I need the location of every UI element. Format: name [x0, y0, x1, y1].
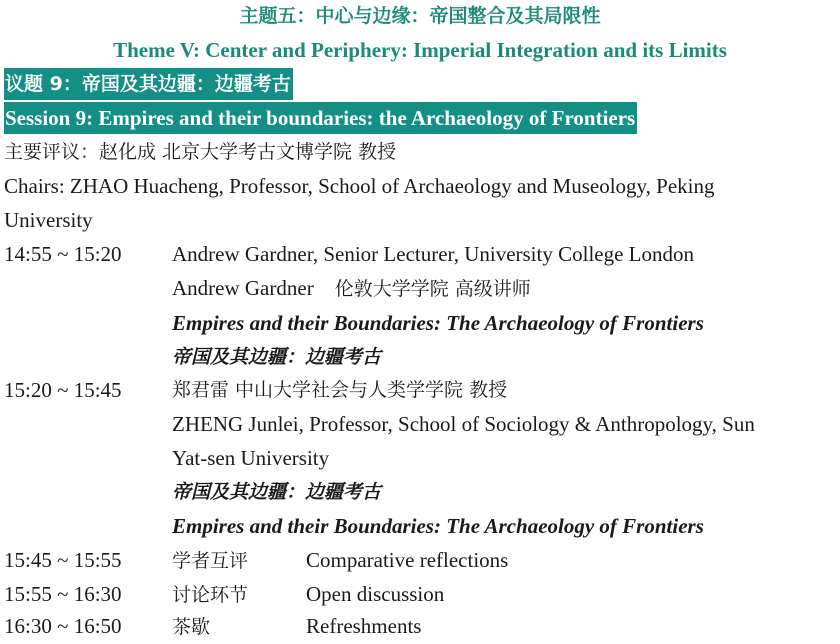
speaker-cn: 郑君雷 中山大学社会与人类学学院 教授: [172, 379, 508, 401]
item-label-cn: 茶歇: [172, 616, 211, 638]
speaker-en-line2: Yat-sen University: [172, 446, 330, 470]
item-time: 16:30 ~ 16:50: [4, 614, 122, 638]
speaker-en-line1: ZHENG Junlei, Professor, School of Sociology & Anthropology, Sun: [172, 412, 755, 436]
speaker-affiliation-cn: 伦敦大学学院 高级讲师: [334, 278, 531, 300]
item-label-cn: 学者互评: [172, 550, 249, 572]
session-title-cn: 议题 9：帝国及其边疆：边疆考古: [4, 68, 293, 100]
chairs-en-line2: University: [4, 208, 93, 232]
theme-title-cn: 主题五：中心与边缘：帝国整合及其局限性: [239, 5, 601, 27]
theme-title-en: Theme V: Center and Periphery: Imperial Integration and its Limits: [113, 38, 727, 62]
item-label-cn: 讨论环节: [172, 584, 249, 606]
item-label-en: Open discussion: [306, 582, 445, 606]
talk-time: 14:55 ~ 15:20: [4, 242, 122, 266]
item-label-en: Comparative reflections: [306, 548, 509, 572]
speaker-name: Andrew Gardner: [172, 276, 314, 300]
talk-title-cn: 帝国及其边疆：边疆考古: [172, 346, 382, 368]
chairs-cn: 主要评议：赵化成 北京大学考古文博学院 教授: [4, 141, 397, 163]
speaker-en: Andrew Gardner, Senior Lecturer, University College London: [172, 242, 694, 266]
talk-title-cn: 帝国及其边疆：边疆考古: [172, 481, 382, 503]
item-time: 15:45 ~ 15:55: [4, 548, 122, 572]
talk-title-en: Empires and their Boundaries: The Archaeology of Frontiers: [172, 311, 704, 335]
talk-title-en: Empires and their Boundaries: The Archaeology of Frontiers: [172, 514, 704, 538]
talk-body: [172, 237, 840, 374]
talk-row-1: [4, 237, 840, 373]
talk-time: 15:20 ~ 15:45: [4, 378, 122, 402]
talk-row-2: [4, 373, 840, 543]
item-label-en: Refreshments: [306, 614, 422, 638]
item-time: 15:55 ~ 16:30: [4, 582, 122, 606]
chairs-en-line1: Chairs: ZHAO Huacheng, Professor, School of Archaeology and Museology, Peking: [4, 174, 715, 198]
talk-body: [172, 373, 840, 543]
session-title-en: Session 9: Empires and their boundaries: the Archaeology of Frontiers: [4, 102, 637, 134]
speaker-cn-line: [172, 271, 840, 306]
